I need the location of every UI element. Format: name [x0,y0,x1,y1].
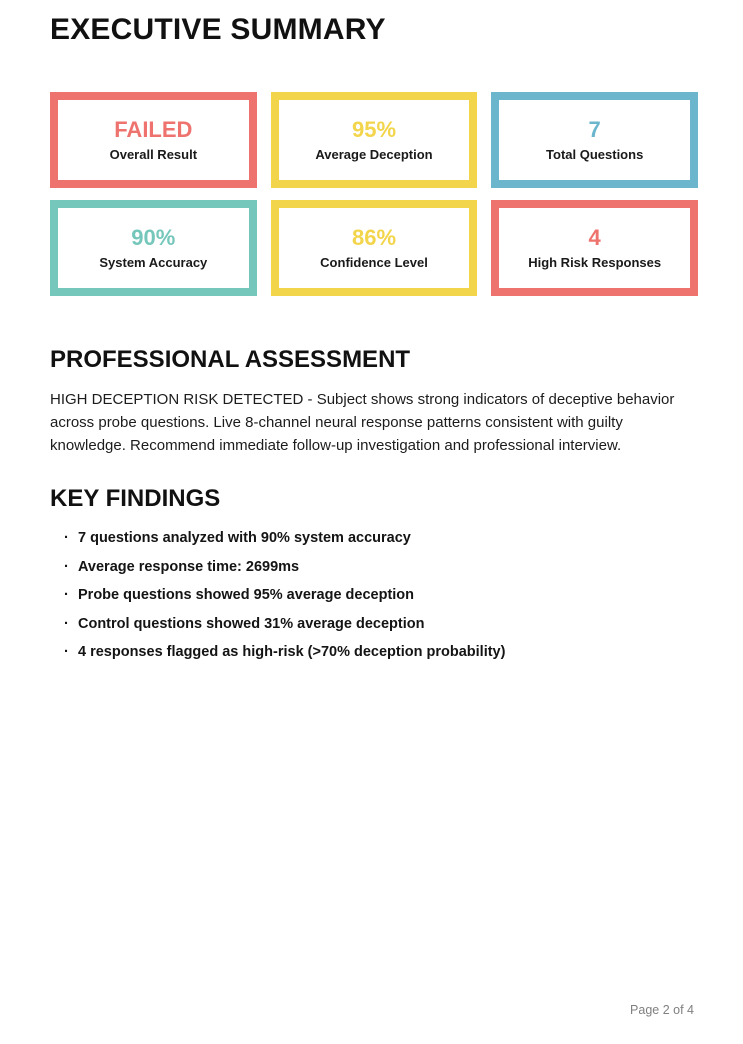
assessment-section-heading: PROFESSIONAL ASSESSMENT [50,346,411,373]
stat-value: 4 [588,225,601,250]
stat-card-system-accuracy [50,200,257,296]
finding-item: · Probe questions showed 95% average deception [62,588,698,603]
finding-item: · Average response time: 2699ms [62,560,698,575]
stat-label: Confidence Level [320,255,428,270]
stat-value: 90% [131,225,176,250]
stat-card-total-questions [491,92,698,188]
stat-card-overall-result [50,92,257,188]
stat-card-high-risk-responses [491,200,698,296]
stat-card-confidence-level [271,200,478,296]
stat-value: 86% [351,225,397,250]
stat-label: System Accuracy [99,255,208,270]
findings-list [62,531,698,660]
stat-value: 95% [351,117,397,142]
stats-grid [50,92,698,296]
findings-section-heading: KEY FINDINGS [50,485,221,512]
stat-value: FAILED [114,117,193,142]
assessment-body-text: HIGH DECEPTION RISK DETECTED - Subject shows strong indicators of deceptive behavior across probe questions. Live 8-channel neural response patterns consistent with guilty knowledge. Recommend immediate follow-up investigation and professional interview. [50,391,675,454]
stat-label: Total Questions [546,147,644,162]
stat-card-average-deception [271,92,478,188]
stat-label: Overall Result [109,147,198,162]
finding-item: · 4 responses flagged as high-risk (>70% deception probability) [62,645,698,660]
page-title: EXECUTIVE SUMMARY [50,13,386,46]
stat-label: Average Deception [315,147,433,162]
finding-item: · 7 questions analyzed with 90% system accuracy [62,531,698,546]
stat-value: 7 [588,117,601,142]
page-number: Page 2 of 4 [630,1003,694,1017]
finding-item: · Control questions showed 31% average deception [62,617,698,632]
stat-label: High Risk Responses [528,255,662,270]
